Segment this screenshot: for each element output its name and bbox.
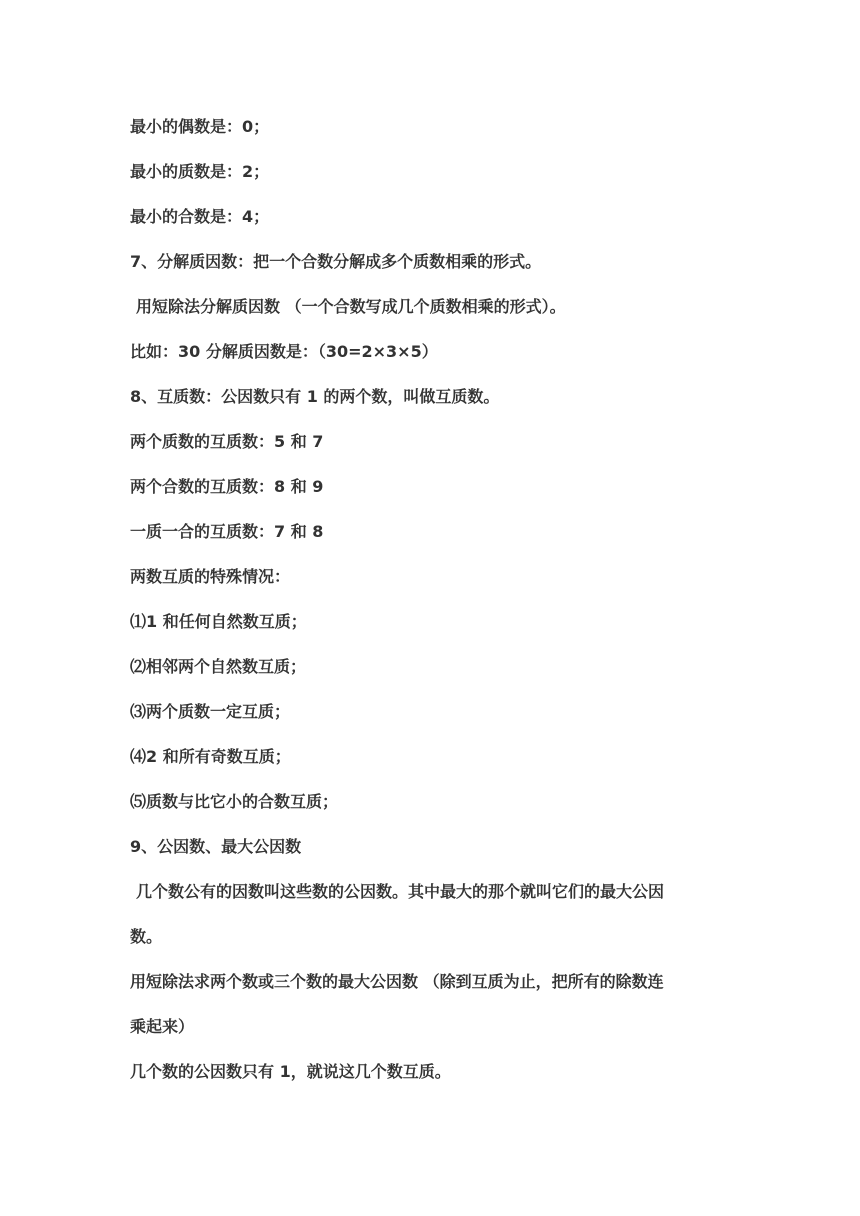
text-line-common-factor-def: 几个数公有的因数叫这些数的公因数。其中最大的那个就叫它们的最大公因 — [136, 882, 665, 901]
list-item-case-5: ⑸质数与比它小的合数互质； — [130, 792, 339, 811]
text-line-special-cases: 两数互质的特殊情况： — [130, 567, 291, 586]
text-line-coprime-conclusion: 几个数的公因数只有 1，就说这几个数互质。 — [130, 1062, 451, 1081]
text-line-gcd-method-end: 乘起来） — [130, 1017, 195, 1036]
list-item-case-2: ⑵相邻两个自然数互质； — [130, 657, 307, 676]
list-item-case-3: ⑶两个质数一定互质； — [130, 702, 291, 721]
text-line-smallest-prime: 最小的质数是：2； — [130, 162, 270, 181]
text-line-example-30: 比如：30 分解质因数是：（30=2×3×5） — [130, 342, 438, 361]
text-line-short-division: 用短除法分解质因数 （一个合数写成几个质数相乘的形式）。 — [136, 297, 566, 316]
text-line-two-primes: 两个质数的互质数：5 和 7 — [130, 432, 324, 451]
section-heading-prime-factorization: 7、分解质因数：把一个合数分解成多个质数相乘的形式。 — [130, 252, 542, 271]
list-item-case-1: ⑴1 和任何自然数互质； — [130, 612, 307, 631]
section-heading-common-factor: 9、公因数、最大公因数 — [130, 837, 302, 856]
list-item-case-4: ⑷2 和所有奇数互质； — [130, 747, 291, 766]
text-line-smallest-even: 最小的偶数是：0； — [130, 117, 270, 136]
text-line-prime-composite: 一质一合的互质数：7 和 8 — [130, 522, 324, 541]
text-line-gcd-method: 用短除法求两个数或三个数的最大公因数 （除到互质为止，把所有的除数连 — [130, 972, 664, 991]
text-line-common-factor-def-end: 数。 — [130, 927, 163, 946]
text-line-two-composites: 两个合数的互质数：8 和 9 — [130, 477, 324, 496]
text-line-smallest-composite: 最小的合数是：4； — [130, 207, 270, 226]
section-heading-coprime: 8、互质数：公因数只有 1 的两个数，叫做互质数。 — [130, 387, 500, 406]
